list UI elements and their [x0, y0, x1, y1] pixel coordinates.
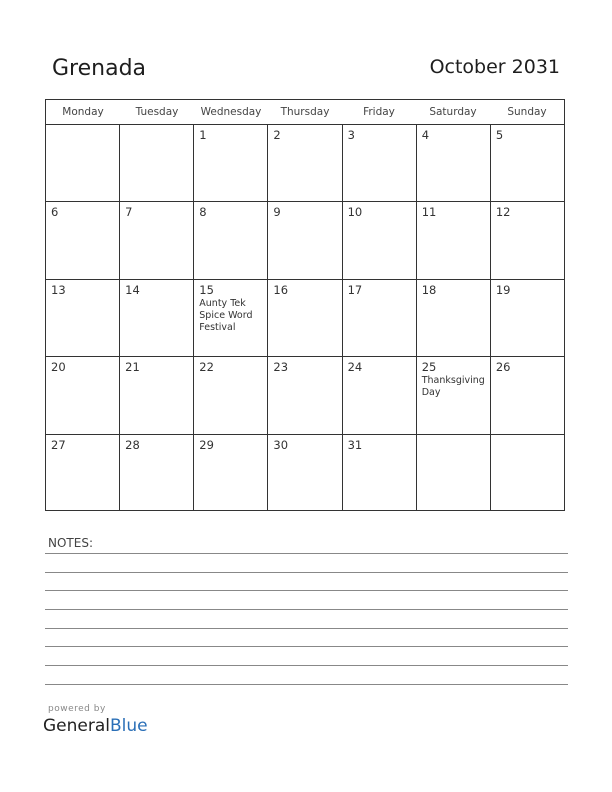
day-cell	[120, 280, 194, 356]
day-number: 30	[273, 437, 289, 452]
day-number: 22	[199, 360, 214, 375]
day-cell	[120, 435, 194, 511]
day-cell	[417, 280, 491, 356]
note-line	[45, 628, 568, 629]
day-number: 10	[347, 205, 363, 220]
calendar-body	[46, 125, 564, 511]
holiday-label: Thanksgiving Day	[421, 375, 485, 399]
calendar-grid	[45, 99, 565, 511]
day-cell	[194, 202, 268, 278]
brand-general: General	[43, 716, 110, 736]
day-number: 14	[125, 282, 140, 297]
day-cell	[46, 280, 120, 356]
week-row	[46, 125, 564, 202]
day-number: 21	[125, 360, 140, 375]
weekday-thursday: Thursday	[280, 106, 330, 118]
note-line	[45, 684, 568, 685]
day-number: 7	[125, 205, 133, 220]
note-line	[45, 609, 568, 610]
brand-blue: Blue	[110, 716, 148, 736]
weekday-saturday: Saturday	[429, 106, 477, 118]
day-cell	[417, 202, 491, 278]
day-number: 2	[273, 128, 281, 142]
day-number: 28	[125, 437, 140, 452]
day-number: 31	[347, 437, 363, 452]
week-row	[46, 202, 564, 279]
day-cell	[343, 125, 417, 201]
note-line	[45, 572, 568, 573]
month-title: October 2031	[429, 56, 560, 78]
day-number: 6	[51, 205, 59, 220]
day-number: 24	[347, 360, 363, 375]
day-cell	[491, 125, 564, 201]
day-cell	[491, 357, 564, 433]
note-line	[45, 553, 568, 554]
weekday-wednesday: Wednesday	[200, 106, 262, 118]
day-number: 5	[495, 128, 504, 142]
notes-label: NOTES:	[48, 536, 93, 550]
day-cell	[46, 435, 120, 511]
day-cell	[491, 202, 564, 278]
day-number: 27	[51, 437, 66, 452]
day-number: 3	[347, 128, 355, 142]
day-number: 20	[51, 360, 66, 375]
day-number: 1	[199, 128, 207, 142]
note-line	[45, 646, 568, 647]
day-cell	[120, 202, 194, 278]
day-cell	[417, 435, 491, 511]
weekday-friday: Friday	[363, 106, 395, 118]
weekday-sunday: Sunday	[507, 106, 547, 118]
day-cell	[194, 435, 268, 511]
day-cell	[268, 435, 342, 511]
day-cell	[46, 357, 120, 433]
day-number: 26	[495, 360, 511, 375]
day-cell	[343, 280, 417, 356]
weekday-monday: Monday	[62, 106, 104, 118]
week-row	[46, 357, 564, 434]
day-number: 13	[51, 282, 66, 297]
day-cell	[194, 357, 268, 433]
week-row	[46, 280, 564, 357]
day-cell	[120, 357, 194, 433]
day-cell	[343, 202, 417, 278]
day-cell	[417, 125, 491, 201]
generalblue-logo[interactable]	[43, 716, 148, 736]
day-number: 23	[273, 360, 289, 375]
note-line	[45, 665, 568, 666]
day-number: 11	[421, 205, 437, 220]
holiday-label: Aunty Tek Spice Word Festival	[199, 297, 253, 333]
day-cell	[120, 125, 194, 201]
day-cell	[46, 202, 120, 278]
day-cell	[343, 357, 417, 433]
day-number: 19	[495, 282, 511, 297]
powered-by-text: powered by	[48, 704, 106, 714]
day-cell	[491, 435, 564, 511]
day-cell	[343, 435, 417, 511]
day-cell	[268, 125, 342, 201]
day-number: 18	[421, 282, 437, 297]
day-cell	[491, 280, 564, 356]
day-number: 16	[273, 282, 289, 297]
day-number: 25	[421, 360, 437, 375]
weekday-header	[46, 100, 564, 125]
day-cell	[268, 280, 342, 356]
day-cell	[268, 357, 342, 433]
day-number: 15	[199, 282, 214, 297]
day-number: 29	[199, 437, 214, 452]
day-cell	[268, 202, 342, 278]
country-title: Grenada	[52, 56, 147, 81]
day-cell	[194, 125, 268, 201]
day-cell	[194, 280, 268, 356]
day-number: 17	[347, 282, 363, 297]
day-cell	[46, 125, 120, 201]
day-number: 4	[421, 128, 430, 142]
week-row	[46, 435, 564, 511]
note-line	[45, 590, 568, 591]
day-cell	[417, 357, 491, 433]
weekday-tuesday: Tuesday	[135, 106, 179, 118]
day-number: 9	[273, 205, 281, 220]
day-number: 12	[495, 205, 511, 220]
day-number: 8	[199, 205, 207, 220]
